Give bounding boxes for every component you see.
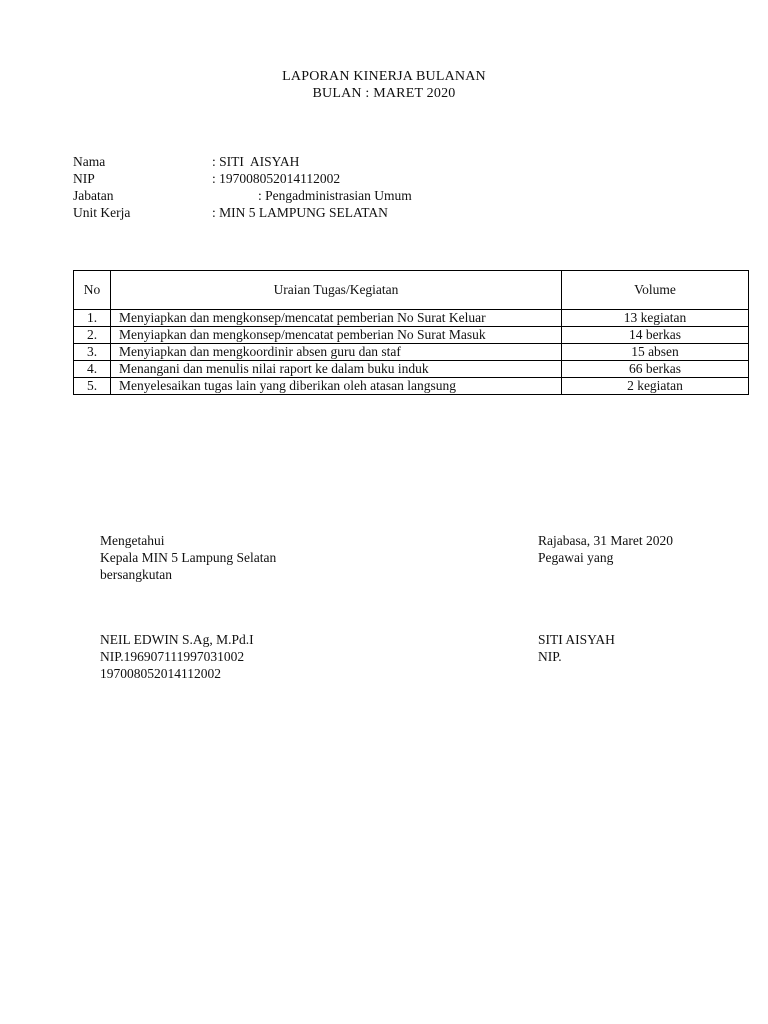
field-nama-label: Nama: [73, 154, 106, 169]
sig-left-nip: NIP.196907111997031002: [100, 649, 245, 664]
row-volume: 14 berkas: [562, 327, 749, 344]
table-row: [74, 361, 749, 378]
row-desc: Menyiapkan dan mengkoordinir absen guru dan staf: [111, 344, 562, 361]
row-volume: 2 kegiatan: [562, 378, 749, 395]
row-no: 1.: [74, 310, 111, 327]
field-nip-label: NIP: [73, 171, 95, 186]
row-volume: 13 kegiatan: [562, 310, 749, 327]
sig-right-nip: NIP.: [538, 649, 562, 664]
field-nama-value: : SITI AISYAH: [212, 154, 300, 169]
header-uraian: Uraian Tugas/Kegiatan: [111, 271, 562, 310]
row-volume: 66 berkas: [562, 361, 749, 378]
table-row: [74, 378, 749, 395]
row-volume: 15 absen: [562, 344, 749, 361]
field-jabatan-label: Jabatan: [73, 188, 114, 203]
table-row: [74, 327, 749, 344]
sig-left-acknowledge: Mengetahui: [100, 533, 165, 548]
row-no: 5.: [74, 378, 111, 395]
signature-left: [100, 532, 276, 682]
sig-left-continuation: bersangkutan: [100, 567, 172, 582]
report-title: LAPORAN KINERJA BULANAN: [282, 69, 486, 84]
table-row: [74, 344, 749, 361]
row-no: 4.: [74, 361, 111, 378]
row-desc: Menangani dan menulis nilai raport ke dalam buku induk: [111, 361, 562, 378]
sig-left-extra-number: 197008052014112002: [100, 666, 221, 681]
signature-right: [538, 532, 673, 665]
report-period: BULAN : MARET 2020: [312, 86, 456, 101]
header-volume: Volume: [562, 271, 749, 310]
field-nip-value: : 197008052014112002: [212, 171, 341, 186]
sig-left-position: Kepala MIN 5 Lampung Selatan: [100, 550, 277, 565]
table-row: [74, 310, 749, 327]
sig-right-place-date: Rajabasa, 31 Maret 2020: [538, 533, 673, 548]
row-no: 3.: [74, 344, 111, 361]
field-jabatan-value: : Pengadministrasian Umum: [258, 188, 412, 203]
field-unit-kerja-value: : MIN 5 LAMPUNG SELATAN: [212, 205, 388, 220]
task-table: [73, 270, 749, 395]
row-desc: Menyelesaikan tugas lain yang diberikan oleh atasan langsung: [111, 378, 562, 395]
field-unit-kerja-label: Unit Kerja: [73, 205, 131, 220]
sig-right-position: Pegawai yang: [538, 550, 614, 565]
table-header-row: [74, 271, 749, 310]
sig-right-name: SITI AISYAH: [538, 632, 615, 647]
sig-left-name: NEIL EDWIN S.Ag, M.Pd.I: [100, 632, 254, 647]
row-desc: Menyiapkan dan mengkonsep/mencatat pemberian No Surat Keluar: [111, 310, 562, 327]
row-desc: Menyiapkan dan mengkonsep/mencatat pemberian No Surat Masuk: [111, 327, 562, 344]
header-no: No: [74, 271, 111, 310]
row-no: 2.: [74, 327, 111, 344]
